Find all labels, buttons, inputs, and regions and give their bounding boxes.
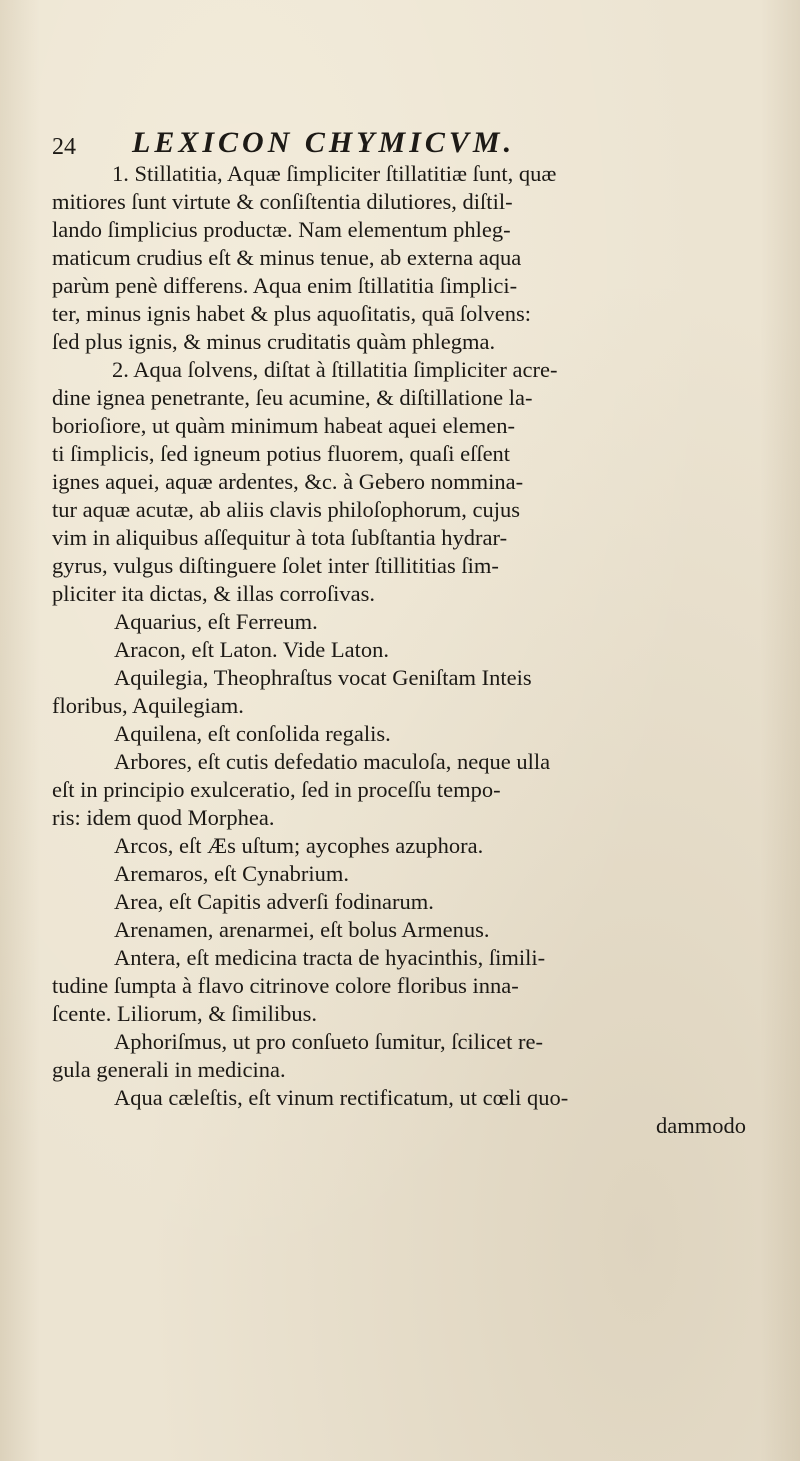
text-line: 2. Aqua ſolvens, diſtat à ſtillatitia ſimpliciter acre- <box>112 357 558 382</box>
page-number: 24 <box>52 134 76 160</box>
text-line: mitiores ſunt virtute & conſiſtentia dilutiores, diſtil- <box>52 189 513 214</box>
text-line: borioſiore, ut quàm minimum habeat aquei elemen- <box>52 413 515 438</box>
text-line: gula generali in medicina. <box>52 1057 286 1082</box>
body-text <box>52 160 764 1140</box>
text-line: eſt in principio exulceratio, ſed in proceſſu tempo- <box>52 777 501 802</box>
text-line: Aquilegia, Theophraſtus vocat Geniſtam Inteis <box>114 665 532 690</box>
text-line: Arenamen, arenarmei, eſt bolus Armenus. <box>114 917 490 942</box>
text-line: tur aquæ acutæ, ab aliis clavis philoſophorum, cujus <box>52 497 521 522</box>
text-line: Arbores, eſt cutis defedatio maculoſa, neque ulla <box>114 749 551 774</box>
text-line: Aquarius, eſt Ferreum. <box>114 609 318 634</box>
text-line: ſcente. Liliorum, & ſimilibus. <box>52 1001 317 1026</box>
text-line: ſed plus ignis, & minus cruditatis quàm phlegma. <box>52 329 496 354</box>
text-line: 1. Stillatitia, Aquæ ſimpliciter ſtillatitiæ ſunt, quæ <box>112 161 557 186</box>
text-line: Aquilena, eſt conſolida regalis. <box>114 721 391 746</box>
running-title: LEXICON CHYMICVM. <box>132 126 516 159</box>
text-line: vim in aliquibus aſſequitur à tota ſubſtantia hydrar- <box>52 525 508 550</box>
text-line: lando ſimplicius productæ. Nam elementum phleg- <box>52 217 511 242</box>
text-line: Aracon, eſt Laton. Vide Laton. <box>114 637 390 662</box>
text-line: tudine ſumpta à flavo citrinove colore floribus inna- <box>52 973 519 998</box>
text-line: parùm penè differens. Aqua enim ſtillatitia ſimplici- <box>52 273 518 298</box>
text-line: dammodo <box>656 1113 746 1138</box>
text-line: ris: idem quod Morphea. <box>52 805 275 830</box>
text-line: Aremaros, eſt Cynabrium. <box>114 861 349 886</box>
text-line: maticum crudius eſt & minus tenue, ab externa aqua <box>52 245 522 270</box>
text-line: gyrus, vulgus diſtinguere ſolet inter ſtillititias ſim- <box>52 553 499 578</box>
text-line: Area, eſt Capitis adverſi fodinarum. <box>114 889 434 914</box>
text-line: Antera, eſt medicina tracta de hyacinthis, ſimili- <box>114 945 546 970</box>
text-line: ignes aquei, aquæ ardentes, &c. à Gebero nommina- <box>52 469 524 494</box>
text-line: Aphoriſmus, ut pro conſueto ſumitur, ſcilicet re- <box>114 1029 544 1054</box>
text-line: ti ſimplicis, ſed igneum potius fluorem, quaſi eſſent <box>52 441 511 466</box>
text-line: floribus, Aquilegiam. <box>52 693 244 718</box>
text-line: dine ignea penetrante, ſeu acumine, & diſtillatione la- <box>52 385 533 410</box>
text-line: ter, minus ignis habet & plus aquoſitatis, quā ſolvens: <box>52 301 532 326</box>
text-line: Aqua cæleſtis, eſt vinum rectificatum, ut cœli quo- <box>114 1085 569 1110</box>
text-line: pliciter ita dictas, & illas corroſivas. <box>52 581 376 606</box>
text-line: Arcos, eſt Æs uſtum; aycophes azuphora. <box>114 833 484 858</box>
